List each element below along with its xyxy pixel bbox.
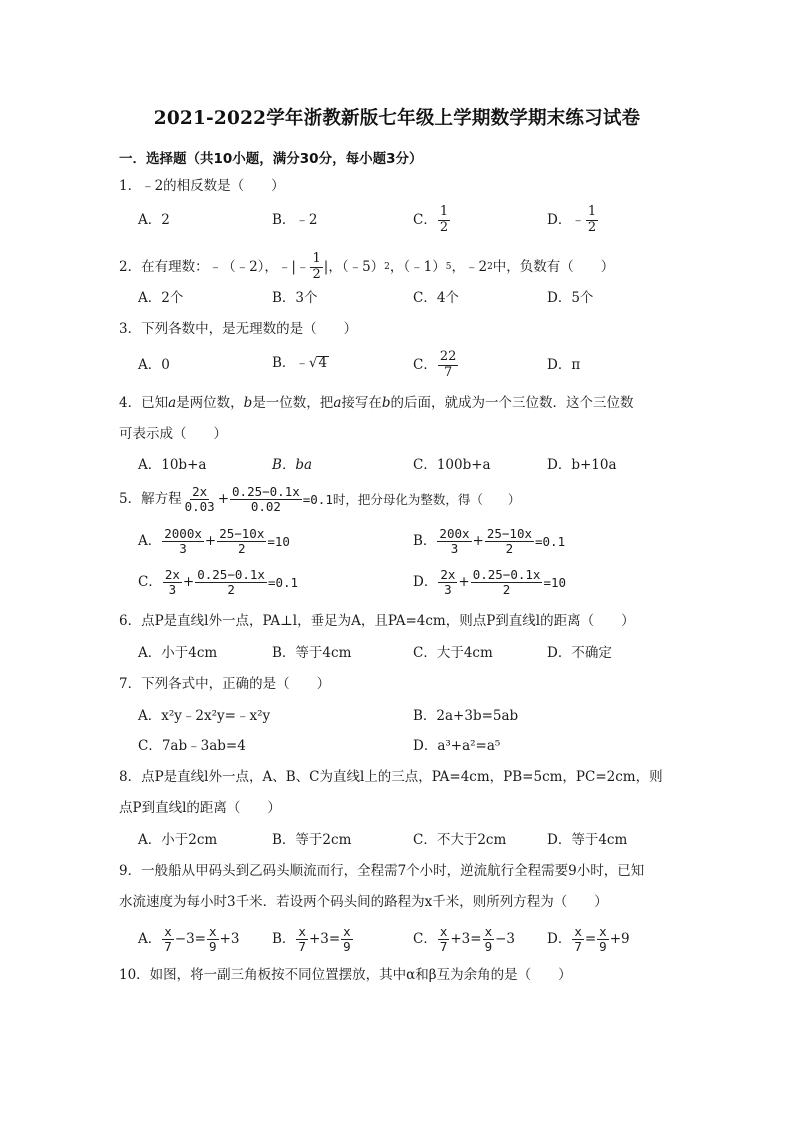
question-9-line-1: 9．一般船从甲码头到乙码头顺流而行，全程需7个小时，逆流航行全程需要9小时，已知 xyxy=(119,863,645,879)
section-heading: 一．选择题（共10小题，满分30分，每小题3分） xyxy=(119,151,423,167)
question-1-stem: 1．﹣2的相反数是（ ） xyxy=(119,178,285,194)
q9-option-a: A． $\frac{x}{7}$ −3= $\frac{x}{9}$ +3 xyxy=(138,924,240,955)
q5-option-c: C． $\frac{2x}{3}$ + $\frac{0.25-0.1x}{2}$ =0.1 xyxy=(138,567,299,598)
sqrt-symbol: √ 4 xyxy=(308,354,328,371)
q1-option-c xyxy=(413,205,451,236)
q2-option-d: D．5个 xyxy=(547,290,594,306)
q3-option-c-fraction: $\frac{22}{7}$ xyxy=(439,349,457,380)
q8-option-c: C．不大于2cm xyxy=(413,832,507,848)
q5-fraction-1: $\frac{2x}{0.03}$ xyxy=(184,484,215,515)
question-4-line-2: 可表示成（ ） xyxy=(119,426,227,442)
q3-option-d: D．π xyxy=(547,357,581,373)
q3-option-a: A．0 xyxy=(138,357,170,373)
q7-option-c: C．7ab﹣3ab=4 xyxy=(138,738,246,754)
q1-option-d xyxy=(547,205,599,236)
question-5-stem: 5．解方程 $\frac{2x}{0.03}$ + $\frac{0.25-0.1x}{0.02}$ =0.1时，把分母化为整数，得（ ） xyxy=(119,484,521,515)
q8-option-a: A．小于2cm xyxy=(138,832,218,848)
q4-option-b: B．ba xyxy=(272,457,313,473)
q5-option-a: A． $\frac{2000x}{3}$ + $\frac{25-10x}{2}$ =10 xyxy=(138,526,290,557)
question-4-line-1: 4．已知a是两位数，b是一位数，把a接写在b的后面，就成为一个三位数．这个三位数 xyxy=(119,395,634,411)
q5-fraction-2: $\frac{0.25-0.1x}{0.02}$ xyxy=(232,484,300,515)
q8-option-b: B．等于2cm xyxy=(272,832,352,848)
question-9-line-2: 水流速度为每小时3千米．若设两个码头间的路程为x千米，则所列方程为（ ） xyxy=(119,894,608,910)
q5-option-b: B． $\frac{200x}{3}$ + $\frac{25-10x}{2}$ =0.1 xyxy=(413,526,566,557)
q1-option-d-label: D．﹣ xyxy=(547,211,585,228)
q6-option-c: C．大于4cm xyxy=(413,645,493,661)
q9-option-b: B． $\frac{x}{7}$ +3= $\frac{x}{9}$ xyxy=(272,924,351,955)
q2-fraction: $\frac{1}{2}$ xyxy=(312,251,321,282)
q4-option-d: D．b+10a xyxy=(547,457,617,473)
q1-option-c-label: C． xyxy=(413,211,437,228)
question-3-stem: 3．下列各数中，是无理数的是（ ） xyxy=(119,321,358,337)
question-10-stem: 10．如图，将一副三角板按不同位置摆放，其中α和β互为余角的是（ ） xyxy=(119,967,572,983)
q6-option-b: B．等于4cm xyxy=(272,645,352,661)
document-title: 2021-2022学年浙教新版七年级上学期数学期末练习试卷 xyxy=(153,108,641,129)
q7-option-a: A．x²y﹣2x²y=﹣x²y xyxy=(138,708,271,724)
question-8-line-1: 8．点P是直线l外一点，A、B、C为直线l上的三点，PA=4cm，PB=5cm，PC=2cm，则 xyxy=(119,769,663,785)
q2-option-c: C．4个 xyxy=(413,290,459,306)
q8-option-d: D．等于4cm xyxy=(547,832,628,848)
q2-option-b: B．3个 xyxy=(272,290,318,306)
q3-option-b: B．﹣ √ 4 xyxy=(272,354,328,371)
q4-option-c: C．100b+a xyxy=(413,457,491,473)
q4-option-a: A．10b+a xyxy=(138,457,207,473)
question-7-stem: 7．下列各式中，正确的是（ ） xyxy=(119,676,331,692)
q7-option-d: D．a³+a²=a⁵ xyxy=(413,738,501,754)
q1-option-a: A．2 xyxy=(138,212,170,228)
q7-option-b: B．2a+3b=5ab xyxy=(413,708,519,724)
q1-option-b: B．﹣2 xyxy=(272,212,318,228)
q6-option-a: A．小于4cm xyxy=(138,645,218,661)
q1-option-c-fraction: $\frac{1}{2}$ xyxy=(439,204,449,235)
q2-option-a: A．2个 xyxy=(138,290,184,306)
q1-option-d-fraction: $\frac{1}{2}$ xyxy=(587,204,597,235)
q5-option-d: D． $\frac{2x}{3}$ + $\frac{0.25-0.1x}{2}$ =10 xyxy=(413,567,567,598)
q3-option-c: C． $\frac{22}{7}$ xyxy=(413,349,457,380)
question-6-stem: 6．点P是直线l外一点，PA⊥l，垂足为A，且PA=4cm，则点P到直线l的距离（ ） xyxy=(119,613,635,629)
q9-option-d: D． $\frac{x}{7}$ = $\frac{x}{9}$ +9 xyxy=(547,924,630,955)
q9-option-c: C． $\frac{x}{7}$ +3= $\frac{x}{9}$ −3 xyxy=(413,924,516,955)
q6-option-d: D．不确定 xyxy=(547,645,612,661)
question-8-line-2: 点P到直线l的距离（ ） xyxy=(119,800,281,816)
question-2-stem: 2．在有理数：﹣（﹣2），﹣|﹣ $\frac{1}{2}$ |，（﹣5） 2 ，（﹣1） 5 ，﹣2 2 中，负数有（ ） xyxy=(119,251,615,282)
